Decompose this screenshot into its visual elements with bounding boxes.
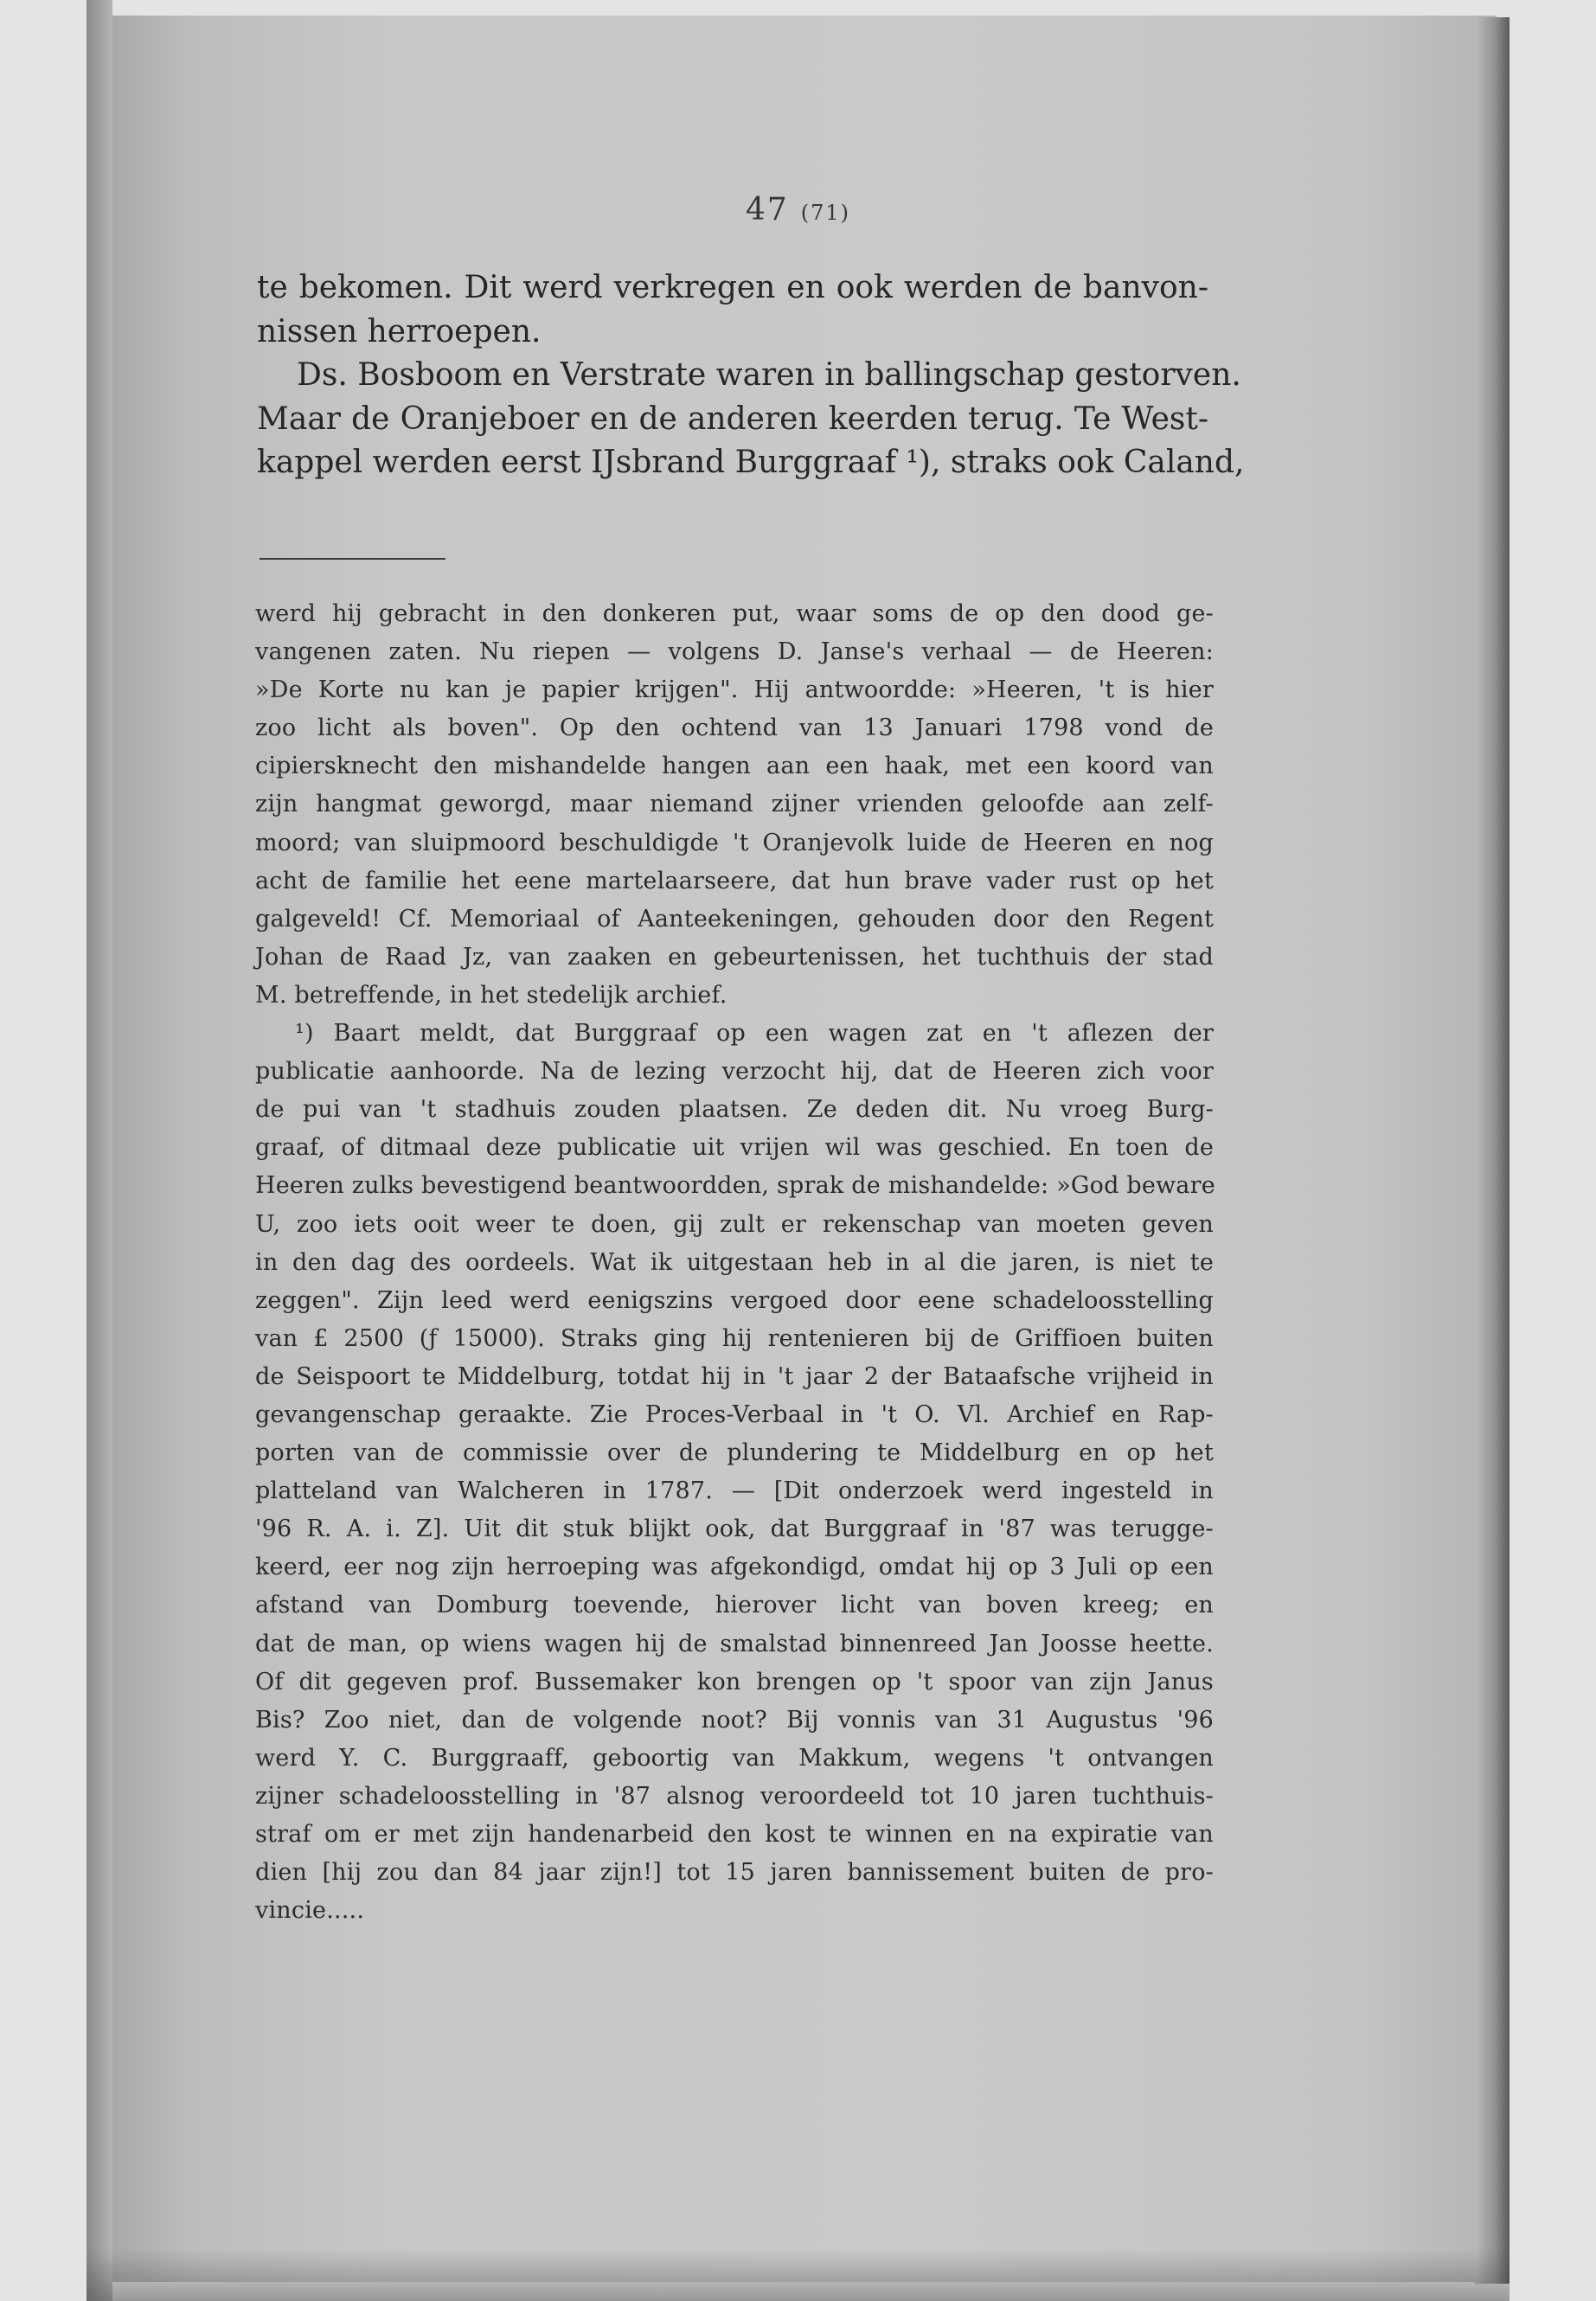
- main-text-line: Maar de Oranjeboer en de anderen keerden terug. Te West-: [257, 401, 1208, 437]
- footnote-line: van £ 2500 (ƒ 15000). Straks ging hij rentenieren bij de Griffioen buiten: [255, 1324, 1214, 1352]
- footnote-line: Bis? Zoo niet, dan de volgende noot? Bij vonnis van 31 Augustus '96: [255, 1706, 1214, 1734]
- footnote-line: acht de familie het eene martelaarseere, dat hun brave vader rust op het: [255, 867, 1214, 894]
- footnote-line: werd Y. C. Burggraaff, geboortig van Makkum, wegens 't ontvangen: [255, 1744, 1214, 1772]
- footnote-line: ¹) Baart meldt, dat Burggraaf op een wagen zat en 't aflezen der: [295, 1020, 1214, 1048]
- footnote-line: U, zoo iets ooit weer te doen, gij zult er rekenschap van moeten geven: [255, 1210, 1214, 1238]
- scan-left-edge: [87, 0, 112, 2301]
- footnotes-block: [255, 595, 1214, 1930]
- footnote-line: Johan de Raad Jz, van zaaken en gebeurtenissen, het tuchthuis der stad: [255, 943, 1214, 971]
- footnote-separator: [260, 558, 445, 560]
- page-number-secondary: (71): [800, 201, 851, 225]
- footnote-line: gevangenschap geraakte. Zie Proces-Verbaal in 't O. Vl. Archief en Rap-: [255, 1400, 1214, 1428]
- footnote-line: dat de man, op wiens wagen hij de smalstad binnenreed Jan Joosse heette.: [255, 1630, 1214, 1657]
- page-number: [0, 192, 1596, 228]
- footnote-line: moord; van sluipmoord beschuldigde 't Oranjevolk luide de Heeren en nog: [255, 829, 1214, 856]
- footnote-line: werd hij gebracht in den donkeren put, waar soms de op den dood ge-: [255, 600, 1214, 627]
- footnote-line: M. betreffende, in het stedelijk archief.: [255, 981, 727, 1009]
- main-text-line: nissen herroepen.: [257, 313, 542, 349]
- scan-right-shadow: [1475, 17, 1509, 2284]
- main-text-line: Ds. Bosboom en Verstrate waren in ballingschap gestorven.: [297, 357, 1241, 393]
- footnote-line: cipiersknecht den mishandelde hangen aan een haak, met een koord van: [255, 753, 1214, 780]
- main-text-block: [257, 266, 1245, 485]
- footnote-line: in den dag des oordeels. Wat ik uitgestaan heb in al die jaren, is niet te: [255, 1248, 1214, 1276]
- footnote-line: keerd, eer nog zijn herroeping was afgekondigd, omdat hij op 3 Juli op een: [255, 1554, 1214, 1581]
- footnote-line: Of dit gegeven prof. Bussemaker kon brengen op 't spoor van zijn Janus: [255, 1668, 1214, 1695]
- footnote-line: platteland van Walcheren in 1787. — [Dit onderzoek werd ingesteld in: [255, 1477, 1214, 1505]
- footnote-line: zijner schadeloosstelling in '87 alsnog veroordeeld tot 10 jaren tuchthuis-: [255, 1782, 1214, 1810]
- footnote-line: dien [hij zou dan 84 jaar zijn!] tot 15 jaren bannissement buiten de pro-: [255, 1859, 1214, 1887]
- scan-bottom-shadow: [87, 2249, 1509, 2301]
- footnote-line: straf om er met zijn handenarbeid den kost te winnen en na expiratie van: [255, 1821, 1214, 1848]
- footnote-line: Heeren zulks bevestigend beantwoordden, sprak de mishandelde: »God beware: [255, 1172, 1215, 1200]
- footnote-line: porten van de commissie over de plundering te Middelburg en op het: [255, 1439, 1214, 1467]
- footnote-line: galgeveld! Cf. Memoriaal of Aanteekeningen, gehouden door den Regent: [255, 905, 1214, 933]
- footnote-line: publicatie aanhoorde. Na de lezing verzocht hij, dat de Heeren zich voor: [255, 1058, 1214, 1086]
- footnote-line: de Seispoort te Middelburg, totdat hij in 't jaar 2 der Bataafsche vrijheid in: [255, 1362, 1214, 1390]
- footnote-line: zijn hangmat geworgd, maar niemand zijner vrienden geloofde aan zelf-: [255, 791, 1214, 818]
- footnote-line: »De Korte nu kan je papier krijgen". Hij antwoordde: »Heeren, 't is hier: [255, 676, 1214, 704]
- footnote-line: zeggen". Zijn leed werd eenigszins vergoed door eene schadeloosstelling: [255, 1286, 1214, 1314]
- footnote-line: afstand van Domburg toevende, hierover licht van boven kreeg; en: [255, 1592, 1214, 1619]
- page-number-main: 47: [745, 192, 789, 228]
- main-text-line: te bekomen. Dit werd verkregen en ook werden de banvon-: [257, 270, 1208, 305]
- footnote-line: de pui van 't stadhuis zouden plaatsen. Ze deden dit. Nu vroeg Burg-: [255, 1096, 1214, 1124]
- footnote-line: vincie.....: [255, 1897, 365, 1925]
- footnote-line: '96 R. A. i. Z]. Uit dit stuk blijkt ook, dat Burggraaf in '87 was terugge-: [255, 1516, 1214, 1543]
- footnote-line: vangenen zaten. Nu riepen — volgens D. Janse's verhaal — de Heeren:: [255, 638, 1214, 666]
- main-text-line: kappel werden eerst IJsbrand Burggraaf ¹), straks ook Caland,: [257, 445, 1245, 480]
- footnote-line: graaf, of ditmaal deze publicatie uit vrijen wil was geschied. En toen de: [255, 1134, 1214, 1162]
- footnote-line: zoo licht als boven". Op den ochtend van 13 Januari 1798 vond de: [255, 715, 1214, 742]
